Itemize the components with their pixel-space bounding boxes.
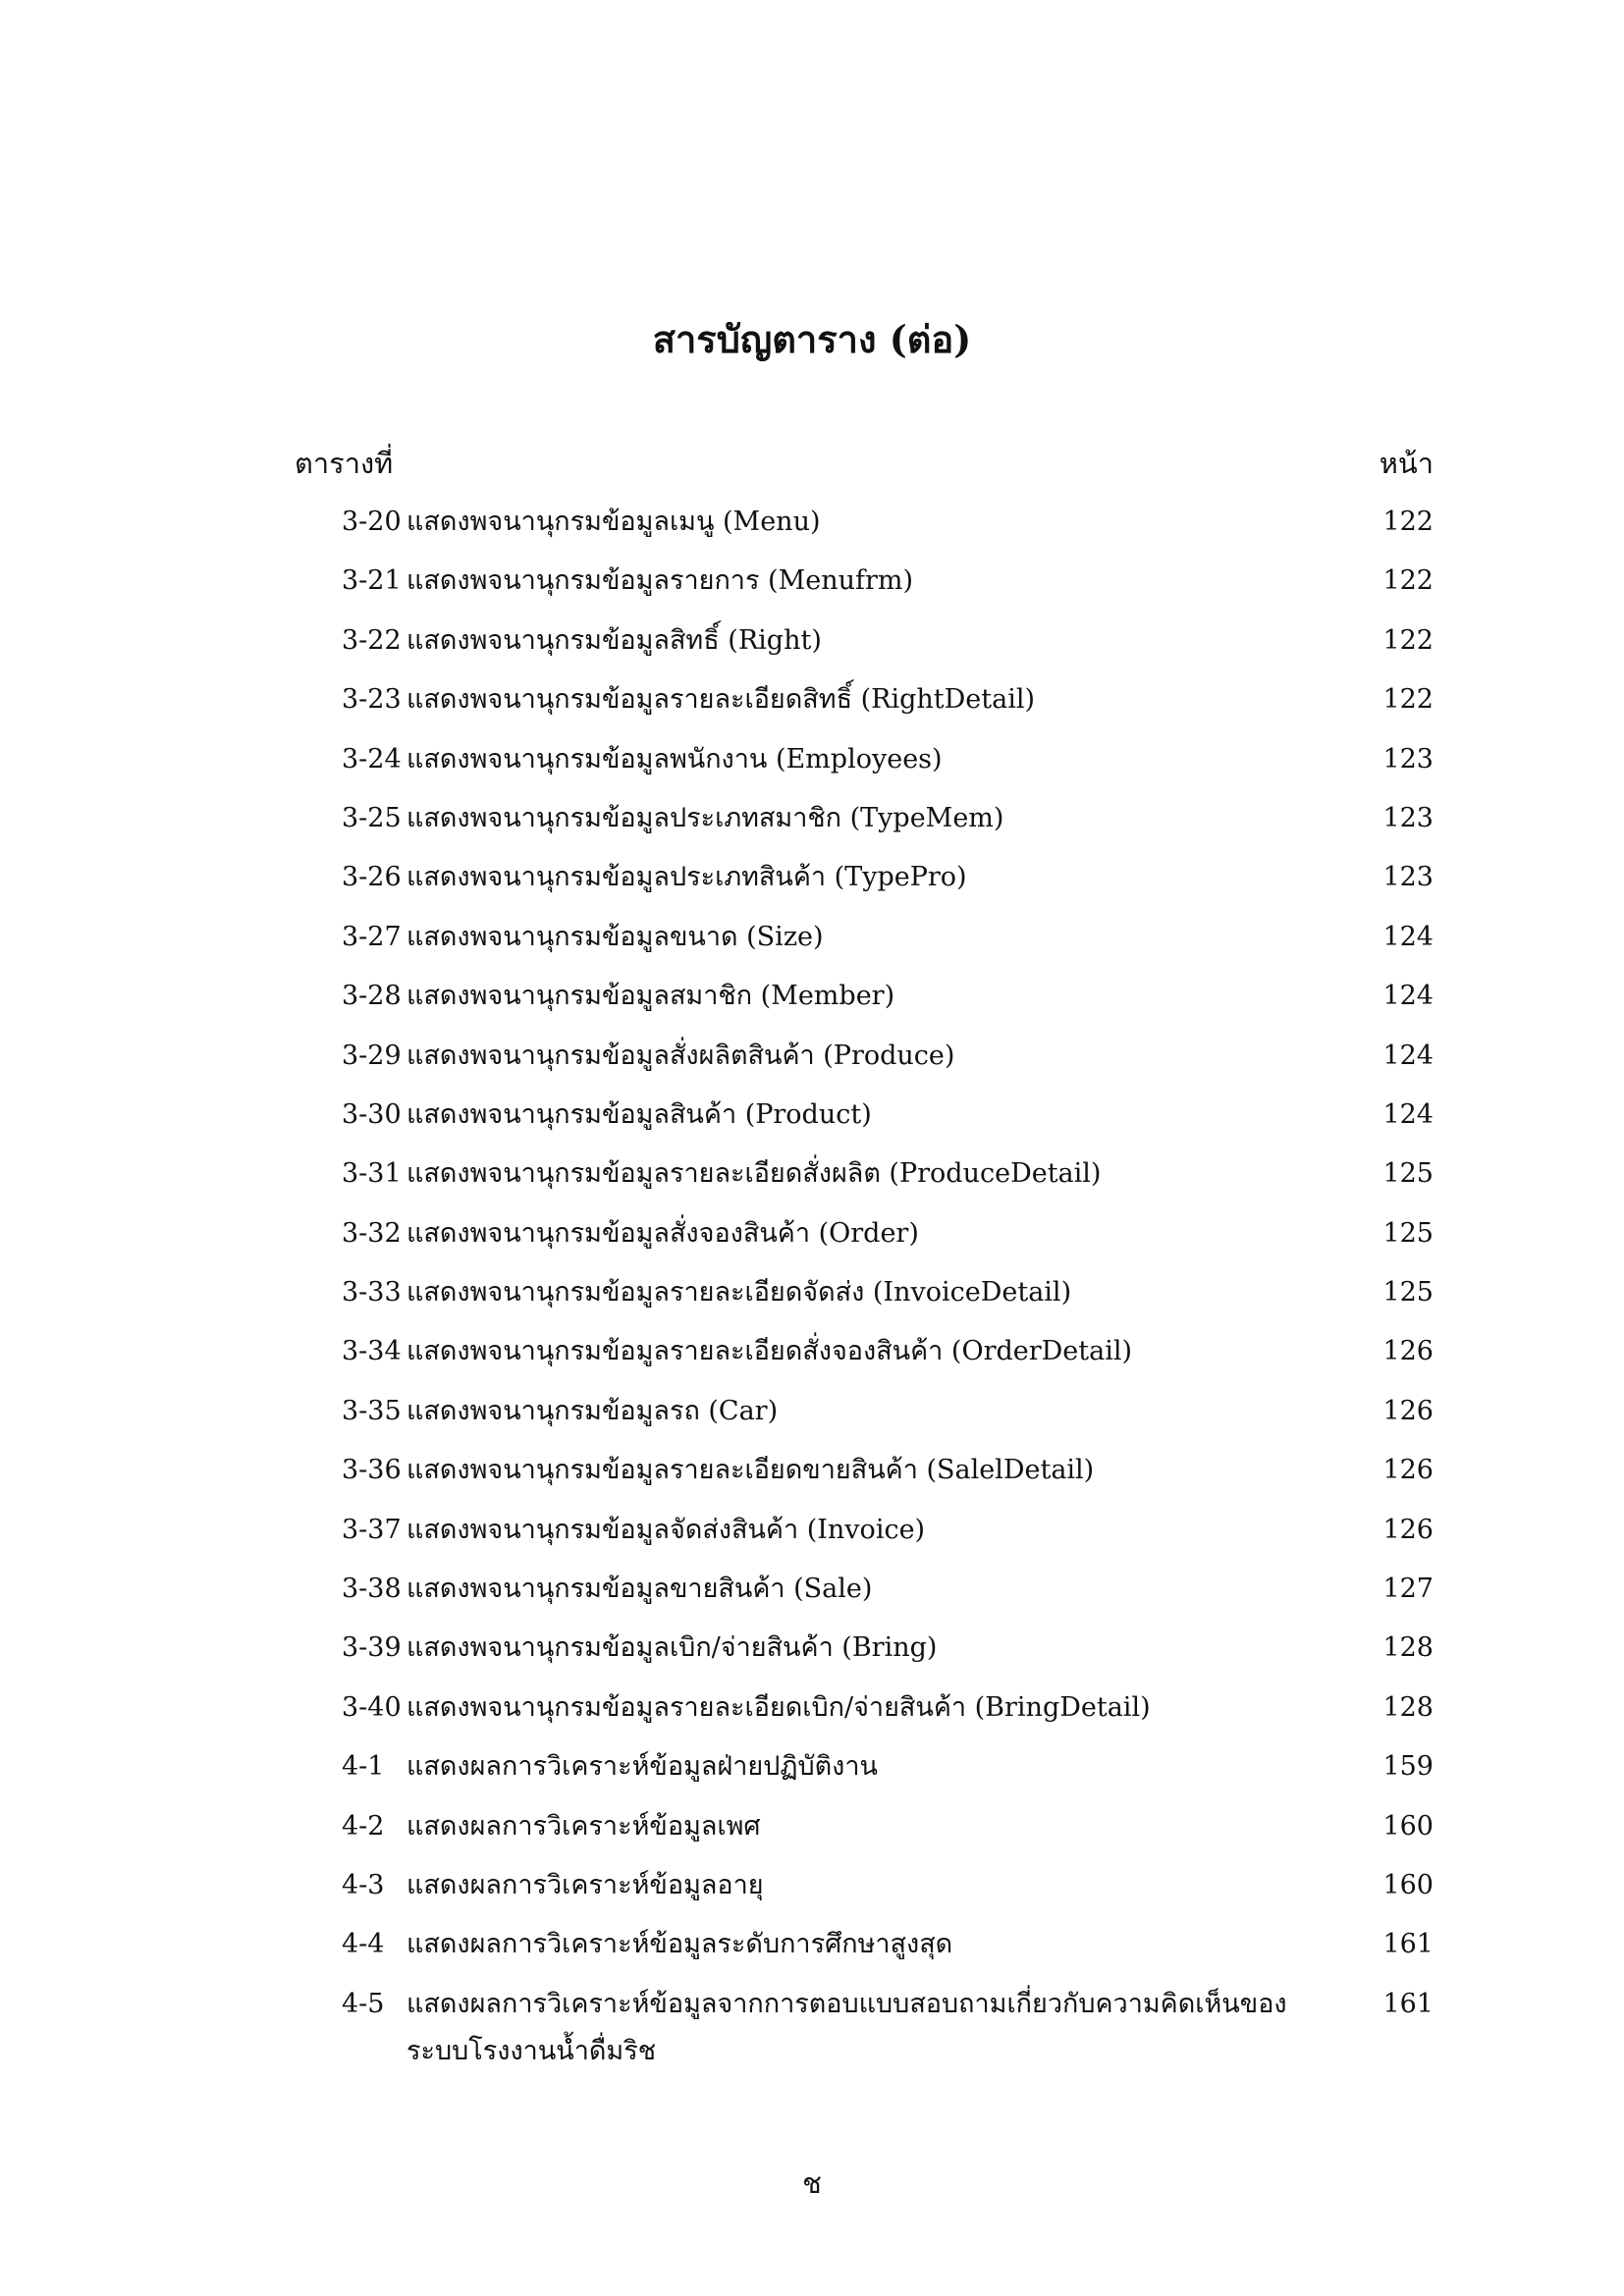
toc-entry-title: แสดงพจนานุกรมข้อมูลเบิก/จ่ายสินค้า (Bring) [406, 1632, 938, 1664]
toc-entry [0, 1921, 1624, 1980]
toc-entry-title: แสดงพจนานุกรมข้อมูลจัดส่งสินค้า (Invoice) [406, 1514, 926, 1545]
table-of-contents-list [0, 499, 1624, 2087]
toc-entry-number: 3-25 [342, 802, 402, 833]
toc-entry [0, 1684, 1624, 1743]
toc-entry-number: 3-37 [342, 1514, 402, 1545]
toc-entry [0, 1743, 1624, 1802]
toc-entry-number: 3-30 [342, 1098, 402, 1130]
toc-entry-number: 3-36 [342, 1455, 402, 1486]
toc-entry-page: 127 [1382, 1574, 1434, 1605]
toc-entry [0, 1210, 1624, 1269]
toc-entry-page: 128 [1382, 1632, 1434, 1664]
toc-entry-title: แสดงพจนานุกรมข้อมูลพนักงาน (Employees) [406, 743, 943, 774]
toc-entry-number: 3-34 [342, 1336, 402, 1367]
toc-entry-number: 3-24 [342, 743, 402, 774]
toc-entry-page: 160 [1382, 1810, 1434, 1842]
toc-entry-page: 159 [1382, 1751, 1434, 1783]
toc-entry [0, 795, 1624, 854]
toc-entry-page: 126 [1382, 1455, 1434, 1486]
toc-entry-page: 125 [1382, 1158, 1434, 1190]
toc-entry [0, 914, 1624, 973]
toc-entry-title: แสดงพจนานุกรมข้อมูลรายการ (Menufrm) [406, 565, 914, 597]
toc-entry-page: 160 [1382, 1869, 1434, 1900]
toc-entry-title: แสดงพจนานุกรมข้อมูลรายละเอียดเบิก/จ่ายสินค้า (BringDetail) [406, 1691, 1151, 1723]
toc-entry-number: 3-23 [342, 684, 402, 716]
toc-entry-title: แสดงผลการวิเคราะห์ข้อมูลจากการตอบแบบสอบถามเกี่ยวกับความคิดเห็นของระบบโรงงานน้ำดื่มริช [406, 1988, 1287, 2066]
toc-entry-page: 124 [1382, 1098, 1434, 1130]
toc-entry-page: 122 [1382, 624, 1434, 656]
toc-entry-page: 161 [1382, 1988, 1434, 2019]
toc-entry-number: 3-33 [342, 1277, 402, 1308]
toc-entry-title: แสดงพจนานุกรมข้อมูลรถ (Car) [406, 1395, 779, 1426]
toc-entry-title: แสดงพจนานุกรมข้อมูลรายละเอียดสั่งผลิต (ProduceDetail) [406, 1158, 1102, 1190]
toc-entry-number: 3-40 [342, 1691, 402, 1723]
toc-entry-number: 3-21 [342, 565, 402, 597]
toc-entry-title: แสดงพจนานุกรมข้อมูลสั่งจองสินค้า (Order) [406, 1217, 919, 1249]
toc-entry [0, 1033, 1624, 1092]
toc-entry [0, 1862, 1624, 1921]
toc-entry [0, 1388, 1624, 1447]
toc-entry [0, 1092, 1624, 1150]
toc-entry [0, 558, 1624, 616]
toc-entry-number: 3-31 [342, 1158, 402, 1190]
toc-entry-page: 125 [1382, 1217, 1434, 1249]
toc-entry-page: 123 [1382, 743, 1434, 774]
toc-entry [0, 973, 1624, 1032]
toc-entry-number: 4-3 [342, 1869, 385, 1900]
toc-entry-number: 3-39 [342, 1632, 402, 1664]
toc-entry-page: 124 [1382, 981, 1434, 1012]
toc-entry-number: 3-38 [342, 1574, 402, 1605]
toc-entry [0, 676, 1624, 735]
toc-entry-page: 124 [1382, 1040, 1434, 1071]
toc-entry-number: 3-28 [342, 981, 402, 1012]
toc-entry-page: 126 [1382, 1514, 1434, 1545]
toc-entry [0, 1269, 1624, 1328]
toc-entry-number: 3-22 [342, 624, 402, 656]
toc-entry-title: แสดงพจนานุกรมข้อมูลประเภทสินค้า (TypePro) [406, 862, 967, 893]
toc-entry [0, 854, 1624, 913]
toc-entry-title: แสดงผลการวิเคราะห์ข้อมูลอายุ [406, 1869, 764, 1900]
toc-entry-title: แสดงพจนานุกรมข้อมูลรายละเอียดสิทธิ์ (RightDetail) [406, 684, 1036, 716]
toc-entry [0, 1150, 1624, 1209]
toc-entry-page: 128 [1382, 1691, 1434, 1723]
toc-entry-number: 3-26 [342, 862, 402, 893]
toc-entry [0, 1803, 1624, 1862]
toc-entry-page: 125 [1382, 1277, 1434, 1308]
toc-entry-number: 3-32 [342, 1217, 402, 1249]
toc-entry-number: 3-27 [342, 921, 402, 952]
toc-entry [0, 1507, 1624, 1566]
toc-entry-title: แสดงพจนานุกรมข้อมูลประเภทสมาชิก (TypeMem) [406, 802, 1004, 833]
toc-entry [0, 1981, 1624, 2087]
toc-entry [0, 1447, 1624, 1506]
toc-entry [0, 1566, 1624, 1625]
toc-entry-page: 122 [1382, 507, 1434, 537]
toc-entry-title: แสดงพจนานุกรมข้อมูลรายละเอียดสั่งจองสินค้า (OrderDetail) [406, 1336, 1133, 1367]
toc-entry-title: แสดงพจนานุกรมข้อมูลขายสินค้า (Sale) [406, 1574, 873, 1605]
toc-entry-number: 4-4 [342, 1929, 385, 1960]
toc-entry [0, 736, 1624, 795]
page-column-header: หน้า [1379, 447, 1434, 480]
page-title: สารบัญตาราง (ต่อ) [652, 317, 972, 361]
toc-entry [0, 1625, 1624, 1683]
toc-entry-page: 126 [1382, 1336, 1434, 1367]
toc-entry-title: แสดงพจนานุกรมข้อมูลรายละเอียดจัดส่ง (InvoiceDetail) [406, 1277, 1072, 1308]
toc-entry-title: แสดงพจนานุกรมข้อมูลสมาชิก (Member) [406, 981, 895, 1012]
toc-entry-title: แสดงพจนานุกรมข้อมูลขนาด (Size) [406, 921, 824, 952]
toc-entry-number: 4-1 [342, 1751, 385, 1783]
toc-entry-number: 3-35 [342, 1395, 402, 1426]
toc-entry-number: 4-2 [342, 1810, 385, 1842]
toc-entry-page: 123 [1382, 862, 1434, 893]
toc-entry-page: 124 [1382, 921, 1434, 952]
toc-entry-title: แสดงพจนานุกรมข้อมูลเมนู (Menu) [406, 507, 821, 537]
toc-entry-page: 122 [1382, 684, 1434, 716]
toc-entry-number: 3-29 [342, 1040, 402, 1071]
toc-entry-number: 3-20 [342, 507, 402, 537]
toc-entry-title: แสดงผลการวิเคราะห์ข้อมูลเพศ [406, 1810, 761, 1842]
toc-entry [0, 1328, 1624, 1387]
toc-entry-title: แสดงผลการวิเคราะห์ข้อมูลฝ่ายปฏิบัติงาน [406, 1751, 878, 1783]
toc-entry [0, 617, 1624, 676]
toc-entry-title: แสดงพจนานุกรมข้อมูลสิทธิ์ (Right) [406, 624, 822, 656]
toc-entry-title: แสดงพจนานุกรมข้อมูลสั่งผลิตสินค้า (Produce) [406, 1040, 955, 1071]
toc-entry-title: แสดงพจนานุกรมข้อมูลรายละเอียดขายสินค้า (SalelDetail) [406, 1455, 1095, 1486]
page-number: ช [802, 2166, 822, 2200]
toc-entry-title: แสดงผลการวิเคราะห์ข้อมูลระดับการศึกษาสูงสุด [406, 1929, 953, 1960]
toc-entry-page: 123 [1382, 802, 1434, 833]
toc-entry-page: 126 [1382, 1395, 1434, 1426]
table-number-column-header: ตารางที่ [295, 447, 394, 480]
toc-entry-page: 161 [1382, 1929, 1434, 1960]
toc-entry-page: 122 [1382, 565, 1434, 597]
toc-entry-number: 4-5 [342, 1988, 385, 2019]
toc-entry-title: แสดงพจนานุกรมข้อมูลสินค้า (Product) [406, 1098, 872, 1130]
toc-entry [0, 499, 1624, 558]
